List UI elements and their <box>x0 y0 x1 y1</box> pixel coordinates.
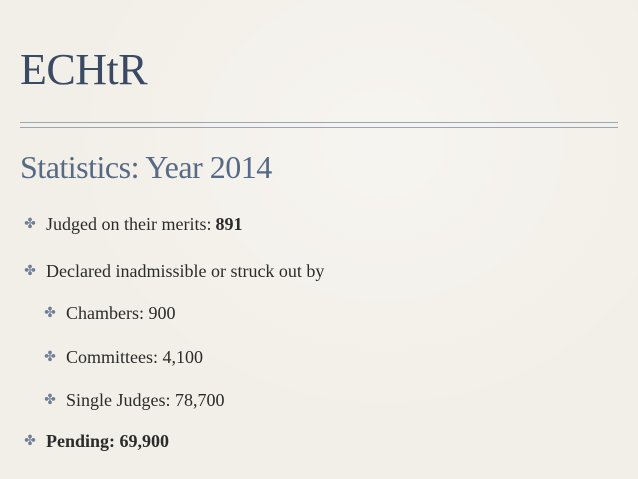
bullet-icon: ✤ <box>24 263 36 279</box>
bullet-icon: ✤ <box>44 305 56 321</box>
bullet-label: Judged on their merits: <box>46 214 212 234</box>
bullet-label: Single Judges: 78,700 <box>66 390 225 410</box>
slide-subtitle: Statistics: Year 2014 <box>20 149 272 185</box>
slide-title: ECHtR <box>20 45 148 94</box>
bullet-label: Committees: 4,100 <box>66 347 203 367</box>
bullet-icon: ✤ <box>44 392 56 408</box>
title-divider-top <box>20 122 618 123</box>
bullet-label: Chambers: 900 <box>66 303 176 323</box>
bullet-value: 891 <box>215 214 243 234</box>
bullet-chambers <box>42 302 176 324</box>
bullet-icon: ✤ <box>44 349 56 365</box>
bullet-declared-inadmissible <box>22 260 324 282</box>
bullet-committees <box>42 346 203 368</box>
bullet-judged-on-merits <box>22 213 242 235</box>
bullet-icon: ✤ <box>24 216 36 232</box>
bullet-label: Pending: 69,900 <box>46 431 170 451</box>
title-divider-bottom <box>20 127 618 128</box>
bullet-label: Declared inadmissible or struck out by <box>46 261 325 281</box>
bullet-icon: ✤ <box>24 433 36 449</box>
bullet-single-judges <box>42 389 225 411</box>
bullet-pending <box>22 430 169 452</box>
